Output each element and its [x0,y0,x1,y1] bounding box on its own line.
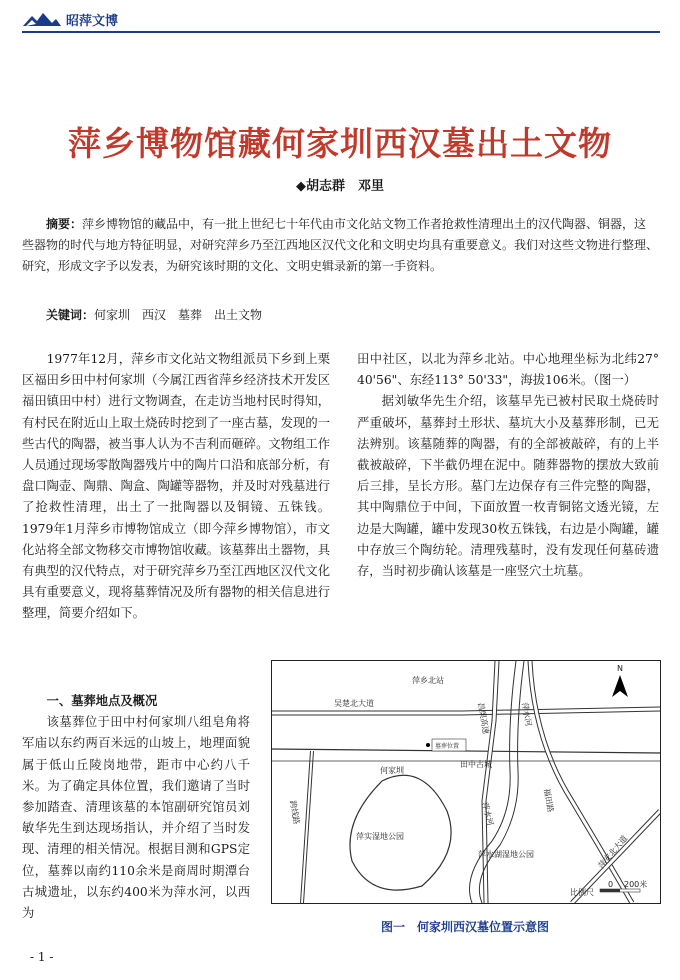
map-label-station: 萍乡北站 [412,676,444,685]
page-number: - 1 - [30,950,54,964]
body-paragraph: 据刘敏华先生介绍，该墓早先已被村民取土烧砖时严重破坏，墓葬封土形状、墓坑大小及墓葬形制，已无法辨别。该墓随葬的陶器，有的全部被敲碎，有的上半截被敲碎，下半截仍埋在泥中。随葬器物的摆放大致前后三排，呈长方形。墓门左边保存有三件完整的陶器，其中陶鼎位于中间，下面放置一枚青铜铭文透光镜，左边是大陶罐，罐中发现30枚五铢钱，右边是小陶罐，罐中存放三个陶纺轮。清理残墓时，没有发现任何墓砖遗存，当时初步确认该墓是一座竖穴土坑墓。 [357,394,659,579]
section-heading: 一、墓葬地点及概况 [46,694,158,708]
scale-200m: 200米 [624,880,648,889]
keywords-text: 何家圳 西汉 墓葬 出土文物 [94,308,263,322]
abstract-text: 萍乡博物馆的藏品中，有一批上世纪七十年代由市文化站文物工作者抢救性清理出土的汉代陶器、铜器，这些器物的时代与地方特征明显，对研究萍乡乃至江西地区汉代文化和文明史均具有重要意义。我们对这些文物进行整理、研究，形成文字予以发表，为研究该时期的文化、文明史辑录新的第一手资料。 [22,217,659,273]
column-right [357,349,659,582]
journal-logo-icon [22,10,62,28]
map-label-wetland1: 萍实湿地公园 [356,832,404,841]
map-label-jinxing: 昌栗高速 [476,701,491,735]
body-paragraph: 1977年12月，萍乡市文化站文物组派员下乡到上栗区福田乡田中村何家圳（今属江西省萍乡经济技术开发区福田镇田中村）进行文物调查，在走访当地村民时得知，有村民在附近山上取土烧砖时挖到了一座古墓，发现的一些古代的陶器，被当事人认为不吉利而砸碎。文物组工作人员通过现场零散陶器残片中的陶片口沿和底部分析，有盘口陶壶、陶鼎、陶盒、陶罐等器物，并及时对残墓进行了抢救性清理，出土了一批陶器以及铜镜、五铢钱。1979年1月萍乡市博物馆成立（即今萍乡博物馆），市文化站将全部文物移交市博物馆收藏。该墓葬出土器物，具有典型的汉代特点，对于研究萍乡乃至江西地区汉代文化具有重要意义，现将墓葬情况及所有器物的相关信息进行整理，简要介绍如下。 [22,352,330,621]
article-authors: ◆胡志群 邓里 [296,179,384,194]
keywords-label: 关键词： [46,308,95,322]
map-label-road-left: 跨线路 [288,799,302,825]
map-label-anyuan: 萍安北大道 [596,833,630,871]
scale-label: 比例尺 [570,888,594,897]
column-left-bottom [22,691,250,924]
location-map [271,660,661,904]
body-paragraph: 该墓葬位于田中村何家圳八组皂角将军庙以东约两百米远的山坡上，地理面貌属于低山丘陵岗地带，距市中心约八千米。为了确定具体位置，我们邀请了当时参加踏查、清理该墓的本馆副研究馆员刘敏华先生到达现场指认，并介绍了当时发现、清理的相关情况。根据目测和GPS定位，墓葬以南约110余米是商周时期潭台古城遗址，以东约400米为萍水河，以西为 [22,715,250,921]
location-map-drawing [272,661,660,903]
map-label-village: 何家圳 [380,766,404,775]
map-label-wetland2: 萍水湖湿地公园 [478,850,534,859]
article-title: 萍乡博物馆藏何家圳西汉墓出土文物 [68,124,612,163]
journal-name: 昭萍文博 [66,14,119,29]
map-label-river-top: 萍水河 [520,701,534,727]
figure-caption: 图一 何家圳西汉墓位置示意图 [380,920,549,934]
body-paragraph: 田中社区，以北为萍乡北站。中心地理坐标为北纬27° 40'56"、东经113° 50'33"，海拔106米。（图一） [357,352,659,388]
keywords [22,306,658,323]
map-label-ancient-city: 田中古城 [460,760,492,769]
map-label-road-right: 福田路 [542,787,556,813]
abstract [22,214,658,277]
map-label-grave: 墓葬位置 [435,743,460,750]
map-label-road1: 吴楚北大道 [334,699,374,708]
north-label: N [617,664,623,673]
header-rule [22,31,660,33]
journal-header [22,8,660,30]
map-label-river: 萍水河 [480,801,495,827]
abstract-label: 摘要： [46,217,83,231]
scale-zero: 0 [608,880,614,889]
column-left-top [22,349,330,625]
